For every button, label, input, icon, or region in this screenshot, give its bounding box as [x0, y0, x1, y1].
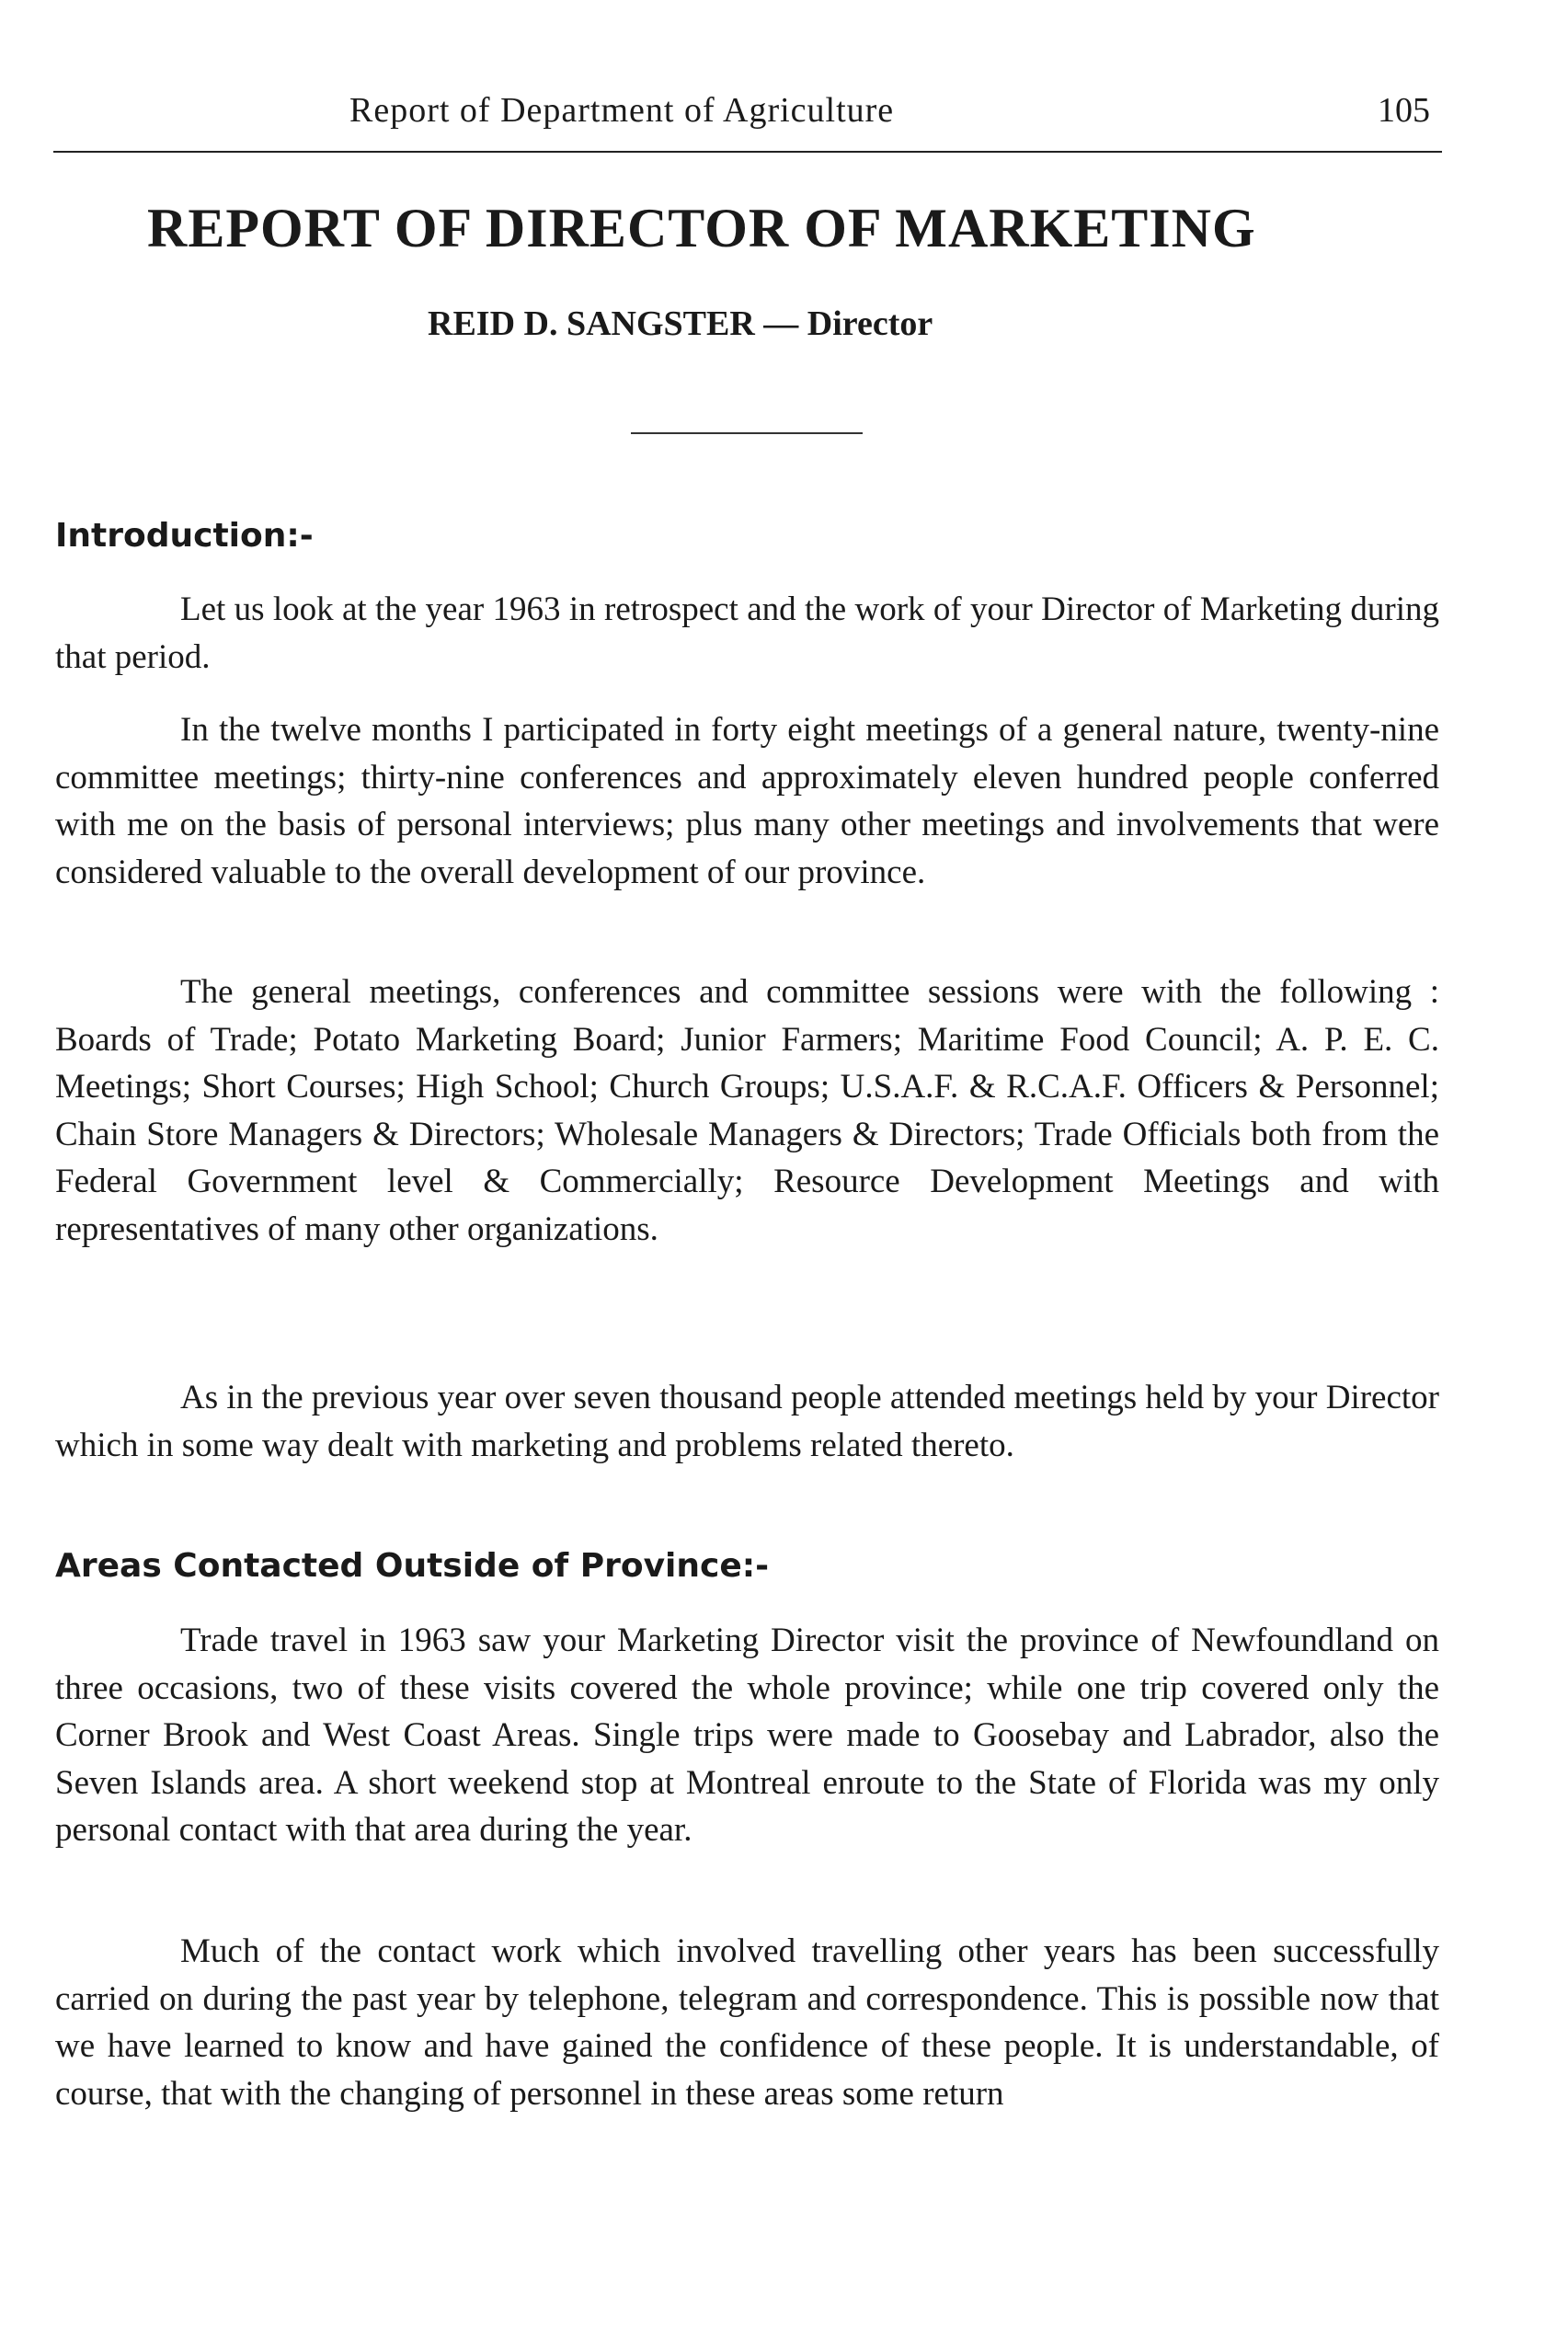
director-byline: REID D. SANGSTER — Director	[428, 304, 933, 343]
page-number: 105	[1378, 91, 1430, 130]
intro-paragraph-3: The general meetings, conferences and committee sessions were with the following : Boards of Trade; Potato Marketing Board; Junior Farmers; Maritime Food Council; A. P. E. C. Meetings; Short Courses; High School; Church Groups; U.S.A.F. & R.C.A.F. Officers & Personnel; Chain Store Managers & Directors; Wholesale Managers & Directors; Trade Officials both from the Federal Government level & Commercially; Resource Development Meetings and with representatives of many other organizations.	[55, 973, 1439, 1248]
report-title: REPORT OF DIRECTOR OF MARKETING	[147, 198, 1256, 258]
intro-paragraph-1: Let us look at the year 1963 in retrospect and the work of your Director of Marketing during that period.	[55, 590, 1439, 676]
areas-paragraph-2: Much of the contact work which involved travelling other years has been successfully carried on during the past year by telephone, telegram and correspondence. This is possible now that we have learned to know and have gained the confidence of these people. It is understandable, of course, that with the changing of personnel in these areas some return	[55, 1932, 1439, 2113]
areas-heading: Areas Contacted Outside of Province:-	[55, 1547, 770, 1585]
intro-paragraph-4: As in the previous year over seven thousand people attended meetings held by your Director which in some way dealt with marketing and problems related thereto.	[55, 1379, 1439, 1464]
running-header: Report of Department of Agriculture	[349, 91, 895, 130]
title-divider	[631, 432, 863, 434]
areas-paragraph-1: Trade travel in 1963 saw your Marketing Director visit the province of Newfoundland on three occasions, two of these visits covered the whole province; while one trip covered only the Corner Brook and West Coast Areas. Single trips were made to Goosebay and Labrador, also the Seven Islands area. A short weekend stop at Montreal enroute to the State of Florida was my only personal contact with that area during the year.	[55, 1622, 1439, 1849]
header-rule	[53, 151, 1442, 153]
introduction-heading: Introduction:-	[55, 517, 314, 555]
intro-paragraph-2: In the twelve months I participated in forty eight meetings of a general nature, twenty-nine committee meetings; thirty-nine conferences and approximately eleven hundred people conferred with me on the basis of personal interviews; plus many other meetings and involvements that were considered valuable to the overall development of our province.	[55, 711, 1439, 891]
